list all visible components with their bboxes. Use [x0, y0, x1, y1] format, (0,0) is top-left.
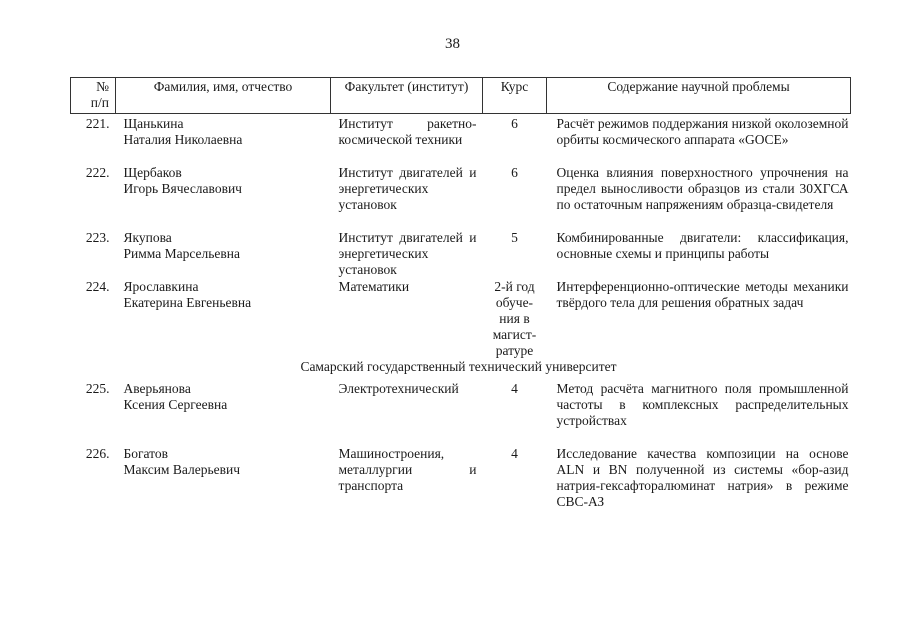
research-topic: Метод расчёта магнитного поля промышленной частоты в комплексных распределительных устройствах	[556, 381, 849, 428]
student-given-names: Максим Валерьевич	[123, 462, 240, 477]
row-number: 222.	[85, 165, 110, 180]
student-surname: Щанькина	[123, 116, 184, 131]
research-topic: Исследование качества композиции на основе ALN и BN полученной из системы «бор-азид натрия-гексафторалюминат натрия» в режиме СВС-АЗ	[556, 446, 849, 509]
section-row	[71, 359, 851, 381]
faculty: Институт двигателей и энергетических установок	[338, 230, 477, 277]
research-topic: Комбинированные двигатели: классификация, основные схемы и принципы работы	[556, 230, 849, 261]
student-name	[116, 165, 331, 230]
faculty: Институт ракетно-космической техники	[338, 116, 477, 147]
header-number: № п/п	[71, 78, 116, 114]
course: 6	[511, 165, 518, 180]
student-surname: Аверьянова	[123, 381, 191, 396]
student-name	[116, 279, 331, 359]
student-surname: Ярославкина	[123, 279, 199, 294]
header-faculty: Факультет (институт)	[331, 78, 483, 114]
faculty: Институт двигателей и энергетических установок	[338, 165, 477, 212]
course: 4	[511, 446, 518, 461]
table-row	[71, 114, 851, 166]
header-name: Фамилия, имя, отчество	[116, 78, 331, 114]
table-row	[71, 279, 851, 359]
student-surname: Якупова	[123, 230, 172, 245]
row-number: 221.	[85, 116, 110, 131]
student-name	[116, 114, 331, 166]
course-line: обуче-	[495, 295, 534, 310]
faculty: Машиностроения, металлургии и транспорта	[338, 446, 477, 493]
course-line: ния в	[499, 311, 530, 326]
table-header	[71, 78, 851, 114]
table-row	[71, 165, 851, 230]
students-table	[70, 77, 851, 510]
university-title: Самарский государственный технический университет	[300, 359, 617, 374]
faculty: Электротехнический	[338, 381, 459, 396]
student-surname: Богатов	[123, 446, 169, 461]
student-name	[116, 446, 331, 510]
faculty: Математики	[338, 279, 410, 294]
research-topic: Оценка влияния поверхностного упрочнения на предел выносливости образцов из стали 30ХГСА по остаточным напряжениям образца-свидетеля	[556, 165, 849, 212]
course	[483, 279, 547, 359]
student-given-names: Ксения Сергеевна	[123, 397, 228, 412]
row-number: 225.	[85, 381, 110, 396]
student-surname: Щербаков	[123, 165, 182, 180]
row-number: 224.	[85, 279, 110, 294]
course-line: ратуре	[495, 343, 534, 358]
course-line: магист-	[492, 327, 537, 342]
student-given-names: Игорь Вячеславович	[123, 181, 242, 196]
student-given-names: Екатерина Евгеньевна	[123, 295, 252, 310]
research-topic: Расчёт режимов поддержания низкой околоземной орбиты космического аппарата «GOCE»	[556, 116, 849, 147]
table-row	[71, 381, 851, 446]
page-number: 38	[445, 36, 460, 52]
student-name	[116, 230, 331, 279]
table-row	[71, 446, 851, 510]
student-name	[116, 381, 331, 446]
course: 4	[511, 381, 518, 396]
course-line: 2-й год	[494, 279, 535, 294]
header-topic: Содержание научной проблемы	[547, 78, 851, 114]
row-number: 223.	[85, 230, 110, 245]
header-course: Курс	[483, 78, 547, 114]
table-row	[71, 230, 851, 279]
student-given-names: Римма Марсельевна	[123, 246, 240, 261]
research-topic: Интерференционно-оптические методы механики твёрдого тела для решения обратных задач	[556, 279, 849, 310]
student-given-names: Наталия Николаевна	[123, 132, 243, 147]
course: 5	[511, 230, 518, 245]
course: 6	[511, 116, 518, 131]
row-number: 226.	[85, 446, 110, 461]
